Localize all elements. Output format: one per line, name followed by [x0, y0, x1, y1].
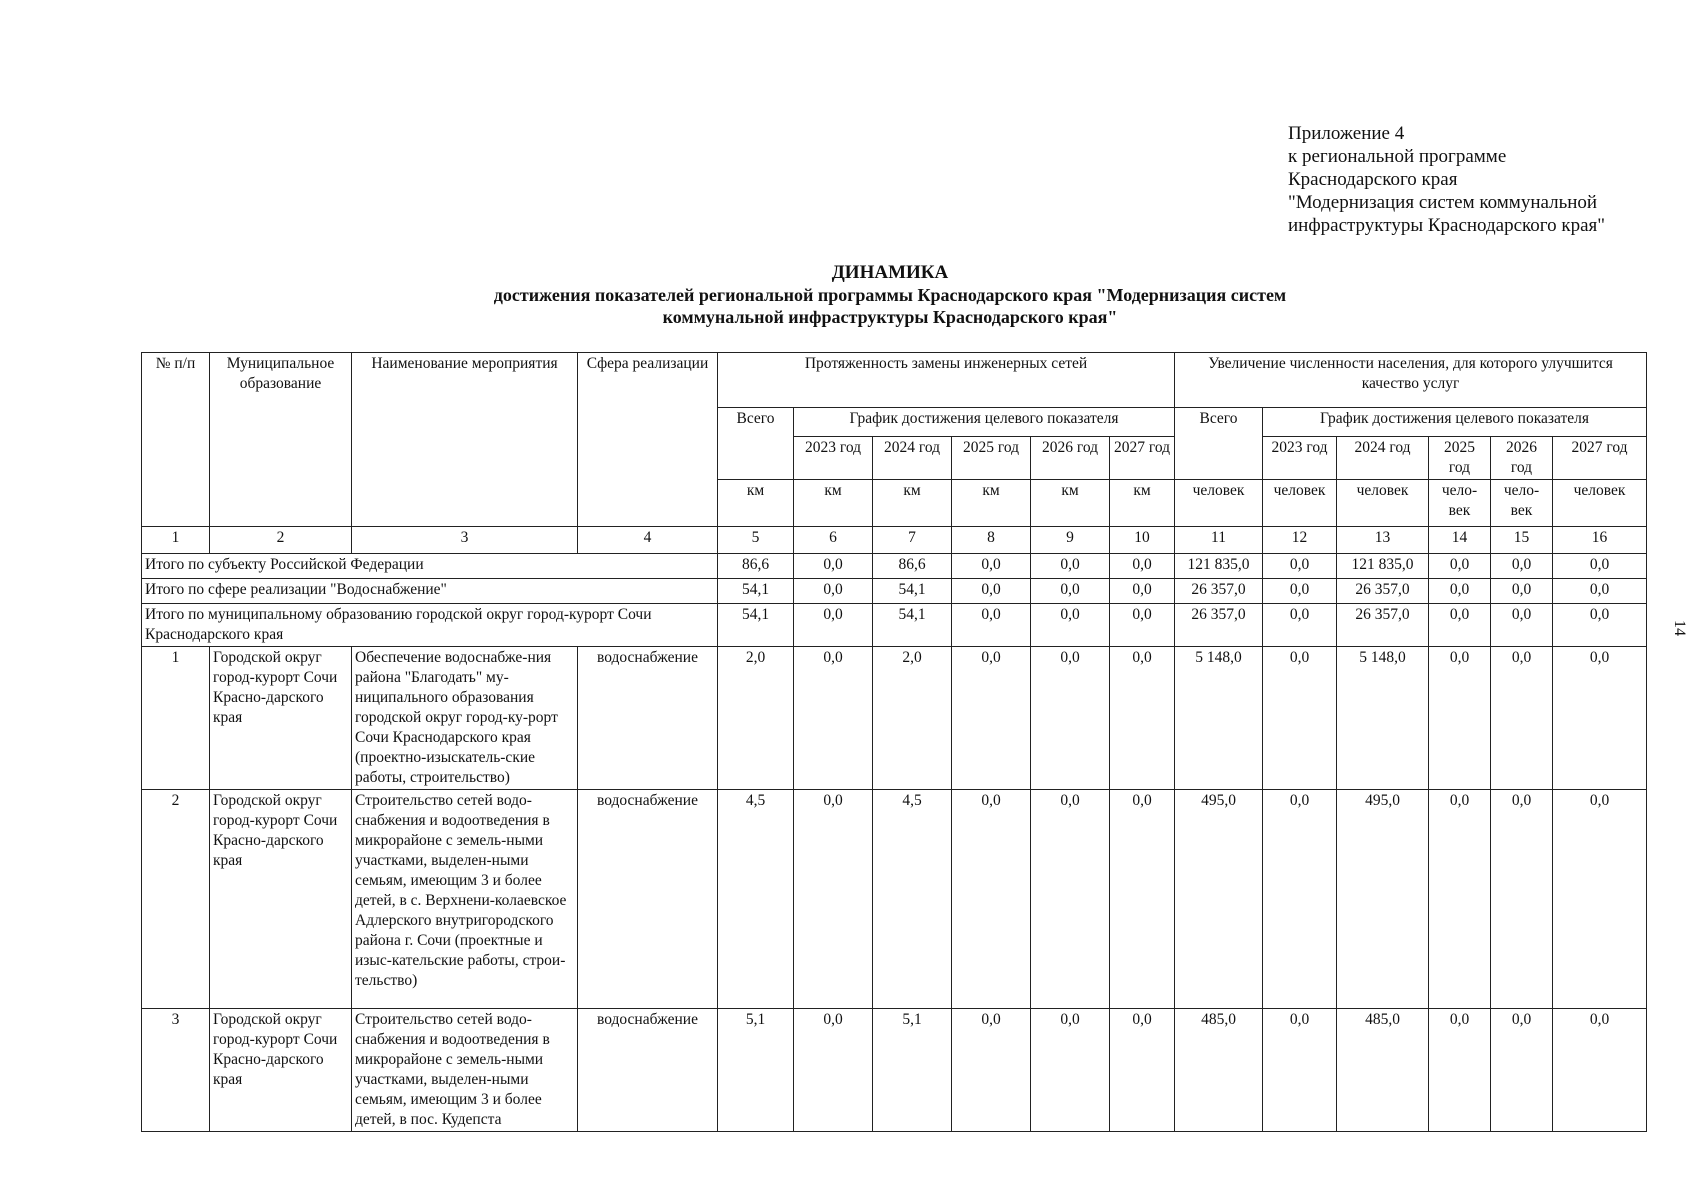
header-total: Всего: [718, 408, 794, 480]
value-cell: 121 835,0: [1337, 554, 1429, 579]
column-number: 7: [873, 527, 952, 554]
summary-label: Итого по муниципальному образованию городской округ город-курорт Сочи Краснодарского края: [142, 604, 718, 647]
unit-cell: км: [1031, 480, 1110, 527]
unit-cell: человек: [1175, 480, 1263, 527]
page-number: 14: [1671, 620, 1688, 636]
value-cell: 0,0: [1553, 579, 1647, 604]
row-number: 1: [142, 647, 210, 790]
row-number: 3: [142, 1009, 210, 1132]
value-cell: 0,0: [1553, 604, 1647, 647]
value-cell: 0,0: [952, 604, 1031, 647]
value-cell: 0,0: [1429, 604, 1491, 647]
column-number: 9: [1031, 527, 1110, 554]
header-year: 2025 год: [1429, 437, 1491, 480]
document-title: [380, 262, 1400, 328]
header-year: 2024 год: [1337, 437, 1429, 480]
value-cell: 0,0: [1263, 790, 1337, 1009]
value-cell: 0,0: [1553, 647, 1647, 790]
value-cell: 0,0: [1491, 579, 1553, 604]
title-subtitle-line: коммунальной инфраструктуры Краснодарского края": [662, 307, 1118, 327]
header-schedule: График достижения целевого показателя: [794, 408, 1175, 437]
value-cell: 0,0: [952, 647, 1031, 790]
value-cell: 0,0: [1429, 1009, 1491, 1132]
unit-cell: чело-век: [1491, 480, 1553, 527]
header-num: № п/п: [142, 353, 210, 527]
header-year: 2025 год: [952, 437, 1031, 480]
value-cell: 26 357,0: [1175, 579, 1263, 604]
value-cell: 0,0: [1110, 579, 1175, 604]
unit-cell: человек: [1337, 480, 1429, 527]
value-cell: 121 835,0: [1175, 554, 1263, 579]
value-cell: 54,1: [873, 579, 952, 604]
value-cell: 0,0: [1263, 647, 1337, 790]
summary-row: [142, 579, 1647, 604]
column-number: 10: [1110, 527, 1175, 554]
summary-label: Итого по сфере реализации "Водоснабжение": [142, 579, 718, 604]
value-cell: 485,0: [1175, 1009, 1263, 1132]
header-year: 2027 год: [1553, 437, 1647, 480]
value-cell: 0,0: [794, 790, 873, 1009]
title-main: ДИНАМИКА: [831, 262, 949, 283]
header-total: Всего: [1175, 408, 1263, 480]
sphere-cell: водоснабжение: [578, 1009, 718, 1132]
value-cell: 4,5: [718, 790, 794, 1009]
annex-block: [1288, 122, 1605, 237]
column-number: 4: [578, 527, 718, 554]
value-cell: 0,0: [1031, 554, 1110, 579]
event-cell: Обеспечение водоснабже-ния района "Благодать" му-ниципального образования городской округ город-ку-рорт Сочи Краснодарского края (проектно-изыскатель-ские работы, строительство): [352, 647, 578, 790]
value-cell: 0,0: [952, 790, 1031, 1009]
header-municipality: Муниципальное образование: [210, 353, 352, 527]
annex-line: Приложение 4: [1288, 123, 1405, 144]
sphere-cell: водоснабжение: [578, 647, 718, 790]
header-event: Наименование мероприятия: [352, 353, 578, 527]
column-number: 8: [952, 527, 1031, 554]
header-year: 2024 год: [873, 437, 952, 480]
header-year: 2027 год: [1110, 437, 1175, 480]
municipality-cell: Городской округ город-курорт Сочи Красно-дарского края: [210, 1009, 352, 1132]
value-cell: 0,0: [1031, 790, 1110, 1009]
value-cell: 0,0: [1429, 554, 1491, 579]
column-number: 3: [352, 527, 578, 554]
column-number: 11: [1175, 527, 1263, 554]
column-number: 1: [142, 527, 210, 554]
value-cell: 0,0: [1553, 1009, 1647, 1132]
column-number: 14: [1429, 527, 1491, 554]
value-cell: 0,0: [1491, 790, 1553, 1009]
value-cell: 5,1: [718, 1009, 794, 1132]
value-cell: 0,0: [952, 554, 1031, 579]
column-number: 5: [718, 527, 794, 554]
unit-cell: чело-век: [1429, 480, 1491, 527]
value-cell: 2,0: [873, 647, 952, 790]
value-cell: 0,0: [794, 604, 873, 647]
table-row: [142, 647, 1647, 790]
unit-cell: км: [952, 480, 1031, 527]
value-cell: 0,0: [1429, 647, 1491, 790]
annex-line: к региональной программе: [1288, 146, 1507, 167]
value-cell: 0,0: [1553, 790, 1647, 1009]
value-cell: 0,0: [1031, 604, 1110, 647]
unit-cell: км: [794, 480, 873, 527]
value-cell: 0,0: [1429, 790, 1491, 1009]
value-cell: 86,6: [718, 554, 794, 579]
summary-row: [142, 554, 1647, 579]
column-number-row: [142, 527, 1647, 554]
value-cell: 495,0: [1175, 790, 1263, 1009]
value-cell: 54,1: [718, 579, 794, 604]
unit-cell: км: [873, 480, 952, 527]
value-cell: 0,0: [1110, 647, 1175, 790]
column-number: 16: [1553, 527, 1647, 554]
value-cell: 54,1: [873, 604, 952, 647]
value-cell: 485,0: [1337, 1009, 1429, 1132]
event-cell: Строительство сетей водо-снабжения и водоотведения в микрорайоне с земель-ными участками, выделен-ными семьям, имеющим 3 и более детей, в пос. Кудепста: [352, 1009, 578, 1132]
unit-cell: км: [718, 480, 794, 527]
unit-cell: человек: [1263, 480, 1337, 527]
value-cell: 26 357,0: [1337, 579, 1429, 604]
value-cell: 0,0: [1110, 554, 1175, 579]
title-subtitle-line: достижения показателей региональной программы Краснодарского края "Модернизация систем: [493, 285, 1287, 305]
value-cell: 0,0: [1110, 790, 1175, 1009]
annex-line: Краснодарского края: [1288, 169, 1458, 190]
value-cell: 54,1: [718, 604, 794, 647]
summary-label: Итого по субъекту Российской Федерации: [142, 554, 718, 579]
value-cell: 26 357,0: [1337, 604, 1429, 647]
table-header-row: [142, 353, 1647, 408]
value-cell: 495,0: [1337, 790, 1429, 1009]
value-cell: 2,0: [718, 647, 794, 790]
header-year: 2026 год: [1031, 437, 1110, 480]
column-number: 12: [1263, 527, 1337, 554]
value-cell: 0,0: [1263, 579, 1337, 604]
value-cell: 0,0: [794, 579, 873, 604]
event-cell: Строительство сетей водо-снабжения и водоотведения в микрорайоне с земель-ными участками, выделен-ными семьям, имеющим 3 и более детей, в с. Верхнени-колаевское Адлерского внутригородского района г. Сочи (проектные и изыс-кательские работы, строи-тельство): [352, 790, 578, 1009]
summary-row: [142, 604, 1647, 647]
value-cell: 0,0: [1429, 579, 1491, 604]
value-cell: 0,0: [794, 647, 873, 790]
annex-line: инфраструктуры Краснодарского края": [1288, 215, 1606, 236]
column-number: 13: [1337, 527, 1429, 554]
value-cell: 0,0: [952, 1009, 1031, 1132]
indicators-table: [141, 352, 1647, 1132]
unit-cell: км: [1110, 480, 1175, 527]
value-cell: 0,0: [952, 579, 1031, 604]
value-cell: 0,0: [1491, 1009, 1553, 1132]
value-cell: 5 148,0: [1337, 647, 1429, 790]
annex-line: "Модернизация систем коммунальной: [1288, 192, 1598, 213]
table-row: [142, 790, 1647, 1009]
sphere-cell: водоснабжение: [578, 790, 718, 1009]
value-cell: 0,0: [1263, 554, 1337, 579]
value-cell: 5 148,0: [1175, 647, 1263, 790]
header-sphere: Сфера реализации: [578, 353, 718, 527]
table-row: [142, 1009, 1647, 1132]
header-schedule: График достижения целевого показателя: [1263, 408, 1647, 437]
value-cell: 86,6: [873, 554, 952, 579]
header-population-group: Увеличение численности населения, для которого улучшится качество услуг: [1175, 353, 1647, 408]
value-cell: 4,5: [873, 790, 952, 1009]
value-cell: 0,0: [1031, 579, 1110, 604]
header-year: 2026 год: [1491, 437, 1553, 480]
value-cell: 0,0: [1263, 604, 1337, 647]
column-number: 2: [210, 527, 352, 554]
value-cell: 0,0: [1031, 647, 1110, 790]
municipality-cell: Городской округ город-курорт Сочи Красно-дарского края: [210, 790, 352, 1009]
value-cell: 0,0: [1553, 554, 1647, 579]
value-cell: 0,0: [1491, 554, 1553, 579]
column-number: 15: [1491, 527, 1553, 554]
value-cell: 0,0: [1263, 1009, 1337, 1132]
municipality-cell: Городской округ город-курорт Сочи Красно-дарского края: [210, 647, 352, 790]
value-cell: 0,0: [1031, 1009, 1110, 1132]
value-cell: 0,0: [1110, 1009, 1175, 1132]
row-number: 2: [142, 790, 210, 1009]
value-cell: 0,0: [794, 554, 873, 579]
header-length-group: Протяженность замены инженерных сетей: [718, 353, 1175, 408]
unit-cell: человек: [1553, 480, 1647, 527]
value-cell: 0,0: [1110, 604, 1175, 647]
value-cell: 5,1: [873, 1009, 952, 1132]
header-year: 2023 год: [1263, 437, 1337, 480]
value-cell: 0,0: [794, 1009, 873, 1132]
header-year: 2023 год: [794, 437, 873, 480]
value-cell: 0,0: [1491, 604, 1553, 647]
column-number: 6: [794, 527, 873, 554]
value-cell: 26 357,0: [1175, 604, 1263, 647]
value-cell: 0,0: [1491, 647, 1553, 790]
